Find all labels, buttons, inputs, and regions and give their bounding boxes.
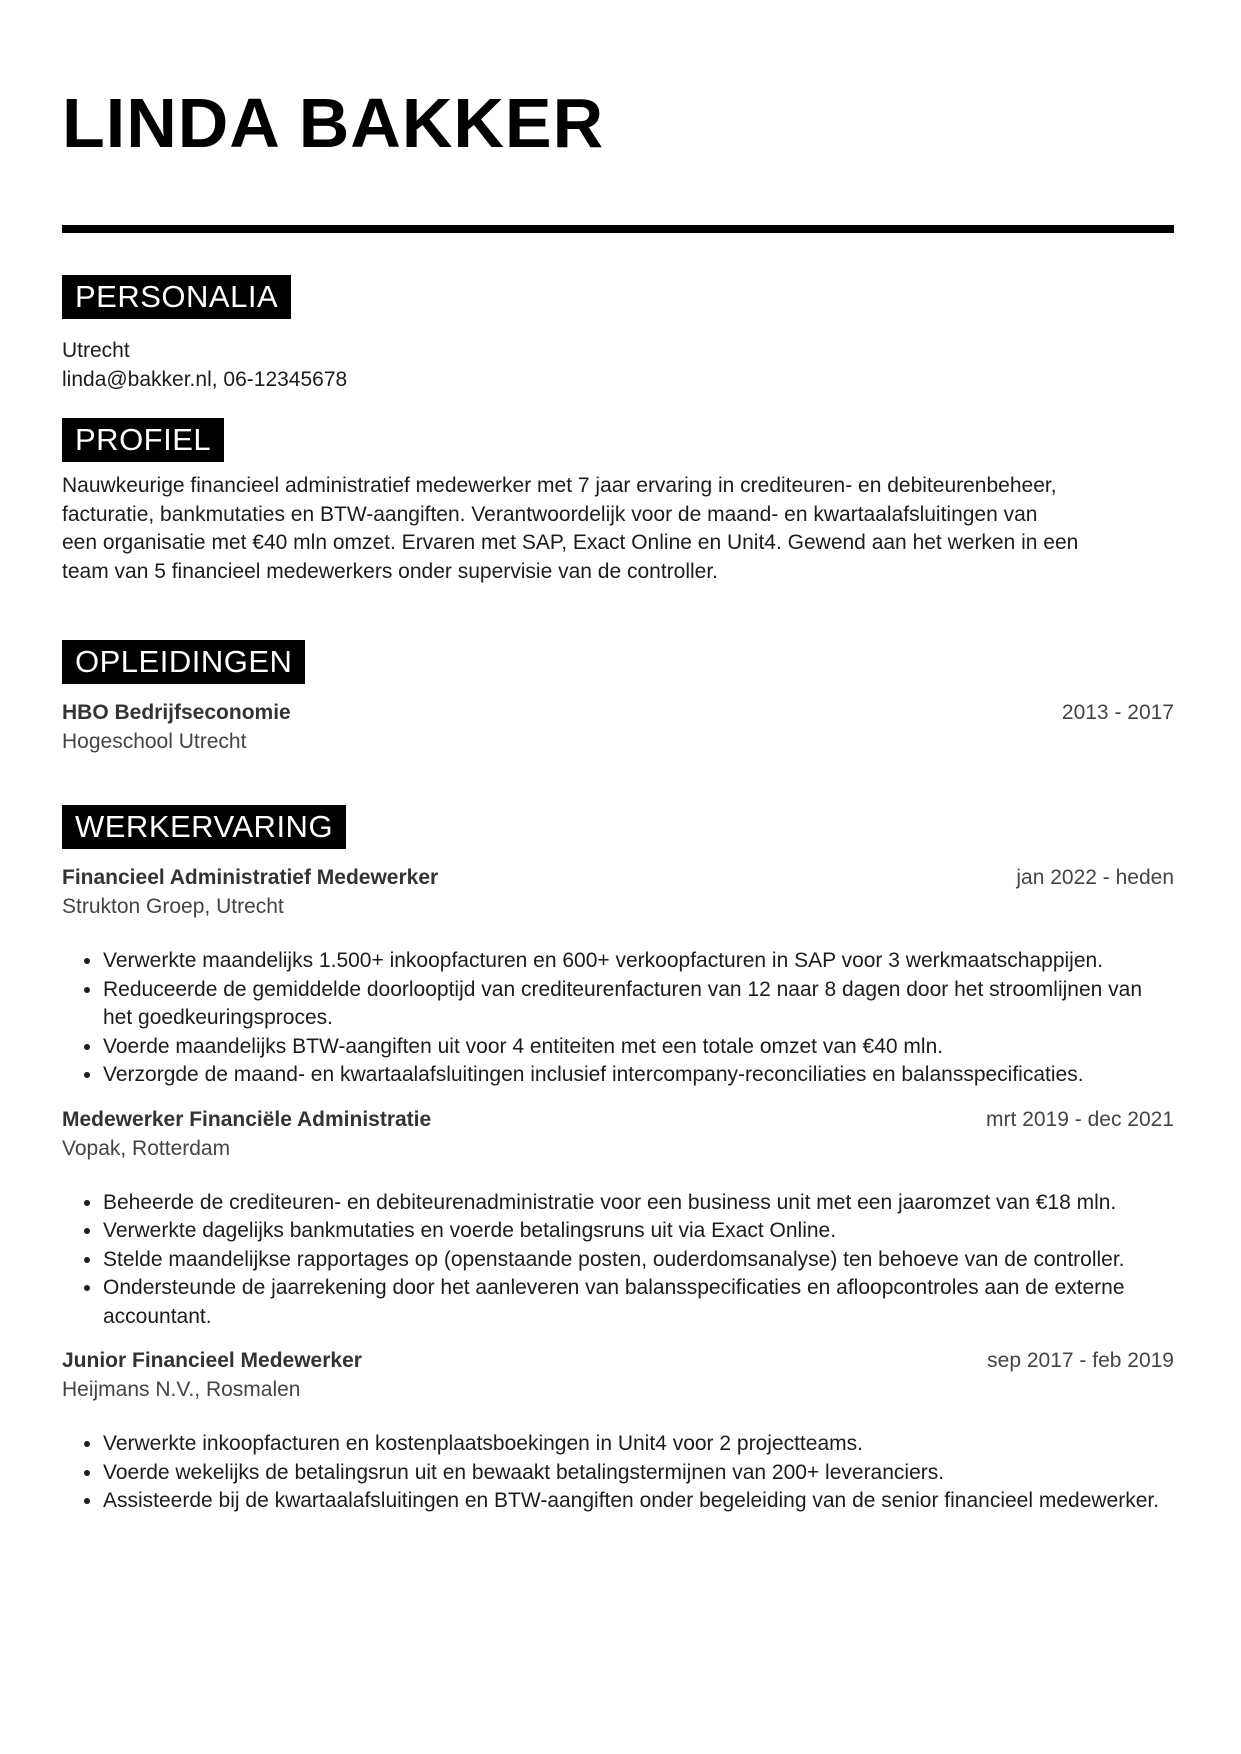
job-entry	[62, 1105, 1174, 1332]
job-bullet: • Verwerkte maandelijks 1.500+ inkoopfacturen en 600+ verkoopfacturen in SAP voor 3 werkmaatschappijen.	[103, 947, 1174, 976]
education-title: HBO Bedrijfseconomie	[62, 701, 291, 724]
job-company: Vopak, Rotterdam	[62, 1136, 231, 1160]
job-bullets	[62, 1430, 1174, 1516]
personal-contact: linda@bakker.nl, 06-12345678	[62, 367, 348, 391]
profile-text	[62, 472, 1174, 586]
candidate-name: LINDA BAKKER	[62, 84, 605, 162]
job-company: Heijmans N.V., Rosmalen	[62, 1378, 301, 1401]
profile-line: een organisatie met €40 mln omzet. Ervaren met SAP, Exact Online en Unit4. Gewend aan het werken in een	[62, 531, 1079, 554]
job-dates: mrt 2019 - dec 2021	[986, 1107, 1174, 1131]
job-bullet: • Verzorgde de maand- en kwartaalafsluitingen inclusief intercompany-reconciliaties en balansspecificaties.	[103, 1061, 1174, 1090]
section-profiel	[62, 418, 1174, 586]
job-bullet: • Verwerkte dagelijks bankmutaties en voerde betalingsruns uit via Exact Online.	[103, 1217, 1174, 1246]
job-bullets	[62, 947, 1174, 1090]
job-entry	[62, 1346, 1174, 1516]
personal-city: Utrecht	[62, 339, 130, 362]
section-werkervaring	[62, 805, 1174, 1516]
profile-line: Nauwkeurige financieel administratief medewerker met 7 jaar ervaring in crediteuren- en debiteurenbeheer,	[62, 474, 1057, 497]
job-company: Strukton Groep, Utrecht	[62, 895, 284, 918]
job-bullet: • Voerde wekelijks de betalingsrun uit en bewaakt betalingstermijnen van 200+ leveranciers.	[103, 1459, 1174, 1488]
education-institution: Hogeschool Utrecht	[62, 730, 247, 753]
section-heading-personalia: PERSONALIA	[62, 275, 291, 319]
section-personalia	[62, 275, 1174, 394]
section-heading-werkervaring: WERKERVARING	[62, 805, 346, 849]
job-bullet: • Stelde maandelijkse rapportages op (openstaande posten, ouderdomsanalyse) ten behoeve van de controller.	[103, 1246, 1174, 1275]
education-entry	[62, 698, 1174, 756]
job-title: Medewerker Financiële Administratie	[62, 1107, 432, 1131]
job-bullet: • Voerde maandelijks BTW-aangiften uit voor 4 entiteiten met een totale omzet van €40 mln.	[103, 1033, 1174, 1062]
section-opleidingen	[62, 640, 1174, 756]
profile-line: team van 5 financieel medewerkers onder supervisie van de controller.	[62, 559, 719, 583]
section-heading-opleidingen: OPLEIDINGEN	[62, 640, 305, 684]
job-entry	[62, 863, 1174, 1090]
job-bullet: • Ondersteunde de jaarrekening door het aanleveren van balansspecificaties en afloopcontroles aan de externe accountant.	[103, 1274, 1174, 1331]
job-title: Financieel Administratief Medewerker	[62, 866, 439, 889]
education-dates: 2013 - 2017	[1061, 701, 1174, 724]
job-bullet: • Reduceerde de gemiddelde doorlooptijd van crediteurenfacturen van 12 naar 8 dagen door het stroomlijnen van het goedkeuringsproces.	[103, 976, 1174, 1033]
section-heading-profiel: PROFIEL	[62, 418, 224, 462]
job-title: Junior Financieel Medewerker	[62, 1349, 362, 1372]
header-divider	[62, 225, 1174, 233]
job-bullets	[62, 1189, 1174, 1332]
job-bullet: • Assisteerde bij de kwartaalafsluitingen en BTW-aangiften onder begeleiding van de senior financieel medewerker.	[103, 1487, 1174, 1516]
job-bullet: • Beheerde de crediteuren- en debiteurenadministratie voor een business unit met een jaaromzet van €18 mln.	[103, 1189, 1174, 1218]
job-bullet: • Verwerkte inkoopfacturen en kostenplaatsboekingen in Unit4 voor 2 projectteams.	[103, 1430, 1174, 1459]
profile-line: facturatie, bankmutaties en BTW-aangiften. Verantwoordelijk voor de maand- en kwartaalafsluitingen van	[62, 502, 1038, 526]
job-dates: jan 2022 - heden	[1016, 866, 1174, 889]
job-dates: sep 2017 - feb 2019	[987, 1349, 1174, 1372]
